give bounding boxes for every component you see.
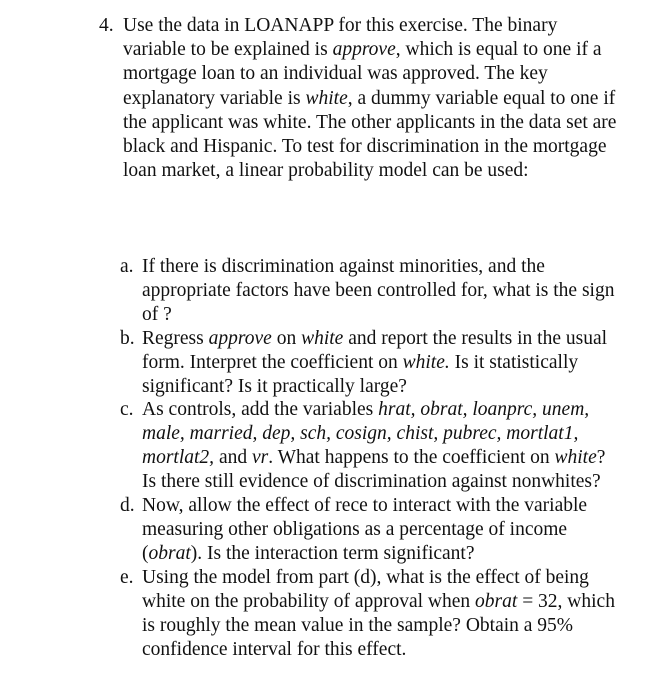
sub-question [120, 327, 620, 399]
sub-question-letter: a. [120, 256, 134, 277]
text-segment: As controls, add the variables [142, 399, 379, 421]
variable-name: approve [332, 39, 396, 61]
sub-question [120, 398, 620, 494]
sub-question [120, 566, 620, 662]
sub-question-text [142, 328, 607, 397]
sub-question-text [142, 495, 587, 564]
sub-question-letter: e. [120, 566, 134, 588]
sub-question-text [142, 256, 614, 325]
sub-question-list [120, 255, 620, 661]
variable-name: obrat [475, 590, 518, 612]
sub-question-text [142, 567, 615, 660]
variable-name: white [301, 327, 344, 349]
text-segment: and [214, 447, 252, 469]
variable-name: approve [208, 327, 272, 349]
problem-number: 4. [99, 15, 114, 36]
text-segment: . What happens to the coefficient on [268, 447, 555, 469]
text-segment: ? Is there still evidence of discrimination against nonwhites? [142, 447, 606, 493]
variable-name: hrat, obrat, loanprc, unem, male, married, dep, sch, cosign, chist, pubrec, mortlat1, mortlat2, [142, 399, 590, 469]
text-segment: Use the data in LOANAPP for this exercise. The binary variable to be explained is [123, 15, 558, 61]
sub-question-letter: b. [120, 327, 135, 349]
variable-name: obrat [148, 542, 191, 564]
text-segment: Regress [142, 327, 209, 349]
sub-question-text [142, 399, 605, 492]
problem-intro [123, 14, 619, 183]
sub-question-letter: c. [120, 399, 134, 421]
text-segment: , which is equal to one if a mortgage loan to an individual was approved. The key explanatory variable is [123, 39, 602, 109]
text-segment: = 32, which is roughly the mean value in the sample? Obtain a 95% confidence interval for this effect. [142, 590, 615, 660]
sub-question [120, 255, 620, 327]
variable-name: white. [402, 351, 450, 373]
sub-question-letter: d. [120, 495, 135, 517]
problem-statement [99, 14, 619, 183]
text-segment: on [271, 327, 302, 349]
variable-name: white [305, 87, 348, 109]
text-segment: Is it statistically significant? Is it practically large? [142, 351, 579, 397]
text-segment: ). Is the interaction term significant? [190, 542, 475, 564]
text-segment: Using the model from part (d), what is the effect of being white on the probability of approval when [142, 566, 589, 612]
sub-question [120, 494, 620, 566]
text-segment: and report the results in the usual form. Interpret the coefficient on [142, 327, 608, 373]
text-segment: If there is discrimination against minorities, and the appropriate factors have been controlled for, what is the sign of ? [142, 256, 615, 325]
variable-name: white [554, 447, 597, 469]
text-segment: , a dummy variable equal to one if the applicant was white. The other applicants in the data set are black and Hispanic. To test for discrimination in the mortgage loan market, a linear probability model can be used: [123, 87, 617, 182]
variable-name: vr [251, 447, 269, 469]
text-segment: Now, allow the effect of rece to interact with the variable measuring other obligations as a percentage of income ( [142, 495, 588, 564]
